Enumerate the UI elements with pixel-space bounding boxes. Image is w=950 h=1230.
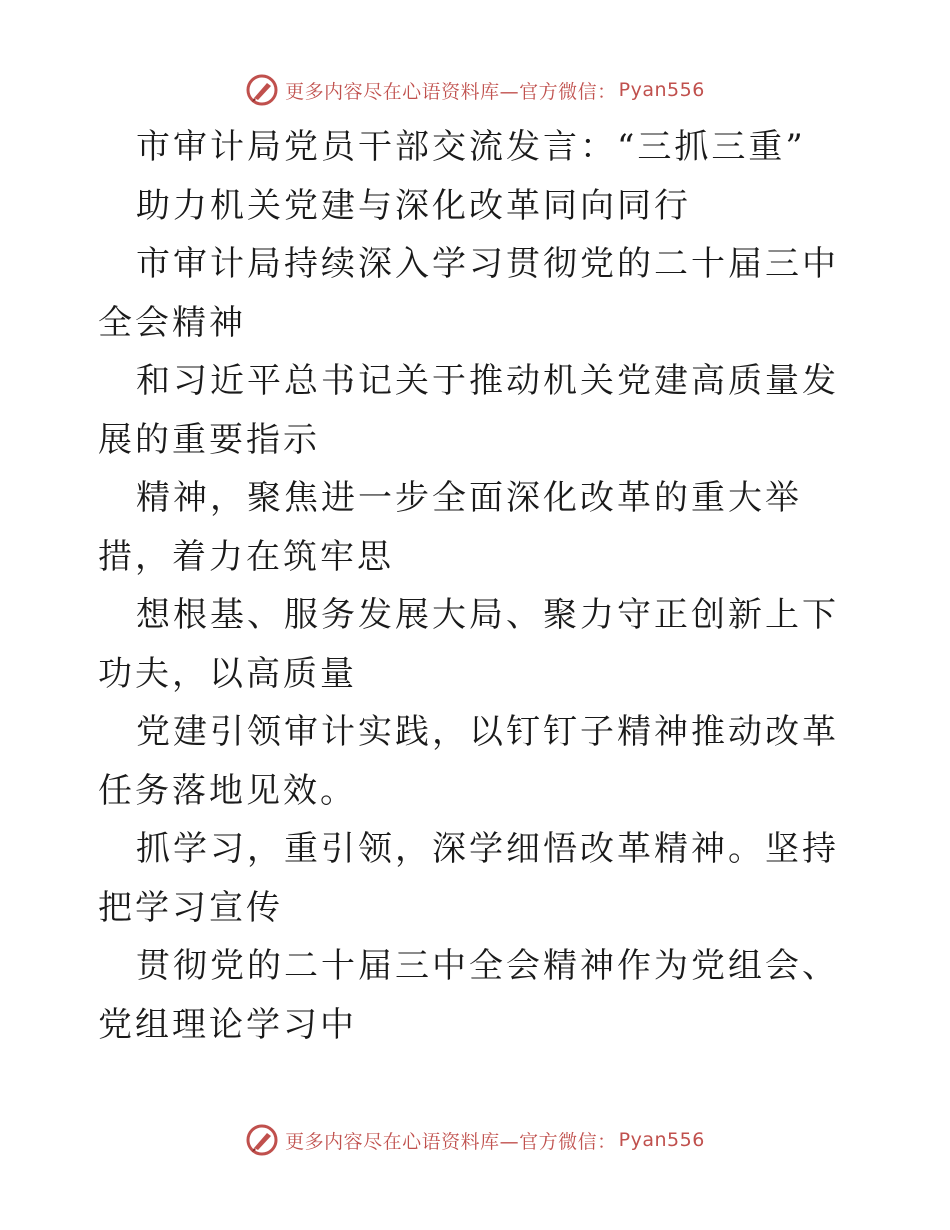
paragraph: 抓学习，重引领，深学细悟改革精神。坚持把学习宣传 — [98, 829, 839, 928]
watermark-text: 更多内容尽在心语资料库—官方微信： — [285, 80, 617, 103]
watermark-text: 更多内容尽在心语资料库—官方微信： — [285, 1130, 617, 1153]
watermark-wechat-id: Pyan556 — [618, 79, 705, 101]
footer-watermark — [0, 1120, 950, 1160]
paragraph: 和习近平总书记关于推动机关党建高质量发展的重要指示 — [98, 361, 839, 460]
paragraph: 想根基、服务发展大局、聚力守正创新上下功夫，以高质量 — [98, 595, 839, 694]
document-body — [98, 118, 858, 1054]
paragraph-title: 市审计局党员干部交流发言：“三抓三重” — [136, 127, 806, 167]
paragraph-subtitle: 助力机关党建与深化改革同向同行 — [136, 185, 691, 226]
quill-pen-seal-icon — [245, 1123, 279, 1157]
paragraph: 贯彻党的二十届三中全会精神作为党组会、党组理论学习中 — [98, 946, 839, 1045]
quill-pen-seal-icon — [245, 73, 279, 107]
header-watermark — [0, 70, 950, 110]
watermark-wechat-id: Pyan556 — [618, 1129, 705, 1151]
paragraph: 党建引领审计实践，以钉钉子精神推动改革任务落地见效。 — [98, 712, 839, 811]
paragraph: 市审计局持续深入学习贯彻党的二十届三中全会精神 — [98, 244, 839, 343]
paragraph: 精神，聚焦进一步全面深化改革的重大举措，着力在筑牢思 — [98, 478, 802, 577]
